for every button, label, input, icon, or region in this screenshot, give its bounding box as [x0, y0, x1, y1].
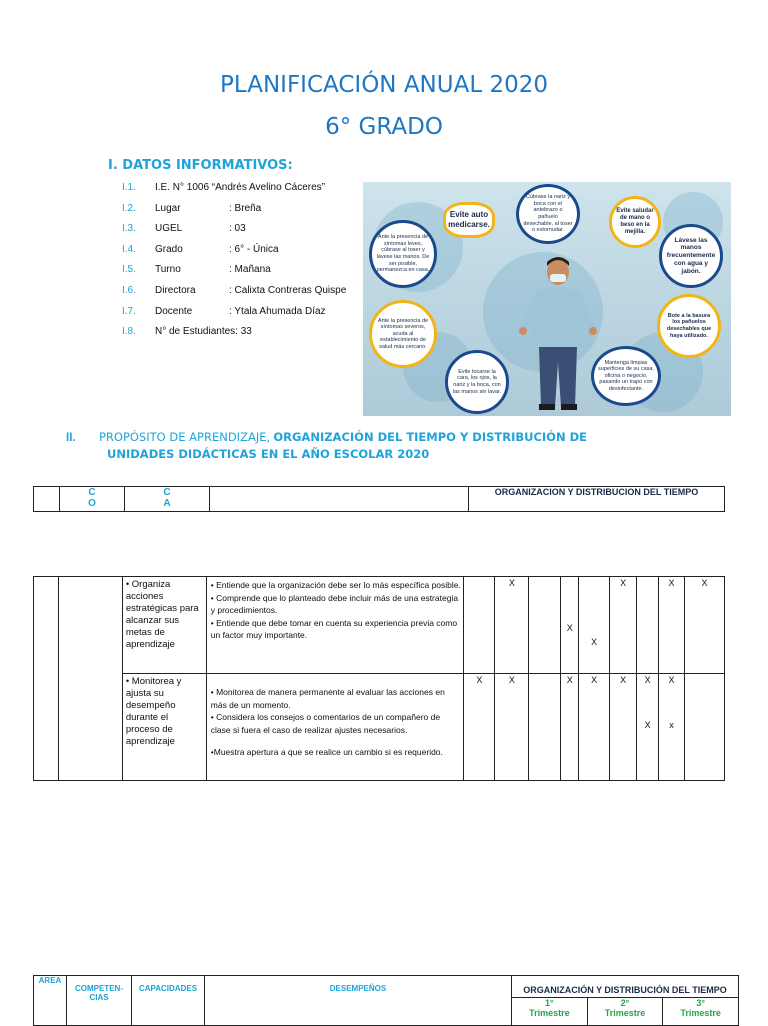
time-mark: X — [620, 578, 627, 588]
desempeno-item: • Entiende que debe tomar en cuenta su experiencia previa como un factor muy importante. — [210, 617, 458, 640]
info-row-value: : Ytala Ahumada Díaz — [229, 305, 326, 317]
col-desempenos: DESEMPEÑOS — [329, 984, 387, 993]
org-time-header-2: ORGANIZACIÓN Y DISTRIBUCIÓN DEL TIEMPO — [523, 985, 727, 995]
bubble-saludar: Evite saludar de mano o beso en la mejilla. — [609, 196, 661, 248]
info-row-number: I.4. — [122, 243, 136, 255]
info-row — [122, 181, 325, 195]
info-row-number: I.1. — [122, 182, 136, 193]
bubble-cubrase: Cúbrase la nariz y boca con el antebrazo o pañuelo desechable, al toser o estornudar. — [516, 184, 580, 244]
info-row-number: I.2. — [122, 202, 136, 214]
time-mark: X — [508, 675, 515, 685]
info-row — [122, 325, 252, 339]
bubble-sintomas-severos: Ante la presencia de síntomas severos, acuda al establecimiento de salud más cercano. — [369, 300, 437, 368]
info-row-number: I.8. — [122, 326, 136, 338]
info-row-value: : Calixta Contreras Quispe — [229, 285, 347, 296]
capacidades-table — [33, 576, 725, 781]
bubble-basura: Bote a la basura los pañuelos desechables que haya utilizado. — [657, 294, 721, 358]
desempeno-item: •Muestra apertura a que se realice un cambio si es requerido. — [210, 747, 443, 757]
desempeno-item: • Monitorea de manera permanente al evaluar las acciones en más de un momento. — [210, 687, 445, 710]
col-co-label: C O — [88, 487, 96, 509]
desempeno-item: • Comprende que lo planteado debe incluir más de una estrategia y procedimientos. — [210, 592, 459, 615]
time-mark: X — [644, 720, 651, 730]
info-row-label: Turno — [155, 264, 181, 276]
time-mark: x — [669, 720, 674, 730]
section-heading-proposito: II. PROPÓSITO DE APRENDIZAJE, ORGANIZACIÓN DEL TIEMPO Y DISTRIBUCIÓN DE UNIDADES DIDÁCTICAS EN EL AÑO ESCOLAR 2020 — [66, 430, 587, 461]
section-heading-datos: I. DATOS INFORMATIVOS: — [108, 158, 293, 173]
desempenos-list — [207, 577, 464, 642]
bubble-tocarse: Evite tocarse la cara, los ojos, la nariz y la boca, con las manos sin lavar. — [445, 350, 509, 414]
bubble-sintomas-leves: Ante la presencia de síntomas leves, cúbrase al toser y lávese las manos. De ser posible, permanezca en casa. — [369, 220, 437, 288]
area-table-header — [33, 975, 739, 1026]
table-header-fragment — [33, 486, 725, 512]
info-row-number: I.3. — [122, 223, 136, 235]
time-mark: X — [620, 675, 627, 685]
info-row-value: : 6° - Única — [229, 243, 279, 255]
info-row — [122, 202, 261, 216]
capacidad-text: • Organiza acciones estratégicas para alcanzar sus metas de aprendizaje — [125, 579, 199, 650]
time-mark: X — [591, 637, 598, 647]
table-row — [34, 577, 725, 674]
col-area: AREA — [38, 976, 62, 985]
desempeno-item: • Entiende que la organización debe ser lo más específica posible. — [210, 580, 461, 590]
capacidad-text: • Monitorea y ajusta su desempeño durante el proceso de aprendizaje — [125, 676, 182, 747]
trimestre-label: 2° Trimestre — [604, 997, 646, 1018]
time-mark: X — [566, 623, 573, 633]
info-row-label: I.E. N° 1006 “Andrés Avelino Cáceres” — [155, 182, 326, 193]
trimestre-label: 3° Trimestre — [680, 997, 721, 1018]
covid-prevention-infographic — [363, 182, 731, 416]
time-mark: X — [668, 578, 675, 588]
info-row-label: Directora — [155, 285, 196, 296]
bubble-automedicarse: Evite auto medicarse. — [443, 202, 495, 238]
col-competencias: COMPETEN- CIAS — [75, 984, 123, 1002]
time-mark: X — [644, 675, 651, 685]
org-time-header: ORGANIZACION Y DISTRIBUCION DEL TIEMPO — [494, 487, 699, 497]
trimestre-label: 1° Trimestre — [529, 997, 570, 1018]
time-mark: X — [566, 675, 573, 685]
info-row-number: I.6. — [122, 285, 136, 296]
info-row-label: Docente — [155, 305, 193, 317]
info-row — [122, 222, 246, 236]
info-row-label: N° de Estudiantes: 33 — [155, 326, 252, 338]
time-mark: X — [591, 675, 598, 685]
info-row — [122, 243, 279, 257]
info-row-number: I.7. — [122, 305, 136, 317]
doctor-illustration — [513, 252, 603, 412]
table-row — [34, 674, 725, 781]
info-row-label: Lugar — [155, 202, 181, 214]
info-row — [122, 284, 346, 298]
desempenos-list — [207, 674, 464, 759]
info-row-label: Grado — [155, 243, 183, 255]
time-mark: X — [701, 578, 708, 588]
time-mark: X — [476, 675, 483, 685]
bubble-lavese: Lávese las manos frecuentemente con agua y jabón. — [659, 224, 723, 288]
info-row-value: : Mañana — [229, 264, 271, 276]
page-subtitle: 6° GRADO — [325, 114, 443, 140]
time-mark: X — [668, 675, 675, 685]
col-capacidades: CAPACIDADES — [138, 984, 198, 993]
time-mark: X — [508, 578, 515, 588]
col-ca-label: C A — [163, 487, 171, 509]
info-row-number: I.5. — [122, 264, 136, 276]
info-row — [122, 305, 326, 319]
info-row-value: : Breña — [229, 202, 262, 214]
page-title: PLANIFICACIÓN ANUAL 2020 — [220, 72, 548, 98]
info-row — [122, 263, 271, 277]
desempeno-item: • Considera los consejos o comentarios de un compañero de clase si fuera el caso de realizar ajustes necesarios. — [210, 712, 441, 735]
info-row-value: : 03 — [229, 223, 246, 235]
bubble-superficies: Mantenga limpias superficies de su casa, oficina o negocio, pasando un trapo con desinfectante. — [591, 346, 661, 406]
info-row-label: UGEL — [155, 223, 183, 235]
